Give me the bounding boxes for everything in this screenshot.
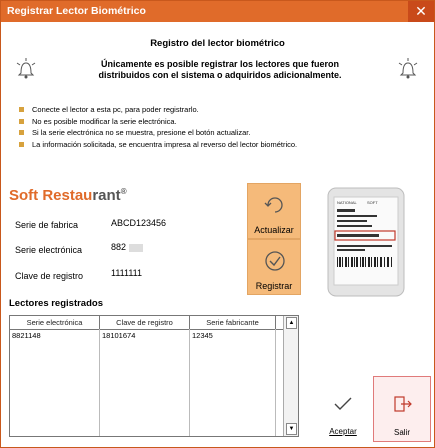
title-bar (1, 1, 434, 22)
aceptar-label: Aceptar (329, 427, 357, 436)
serie-electronica-value: 882 (111, 242, 143, 252)
column-divider (275, 329, 276, 436)
instruction-item: Si la serie electrónica no se muestra, presione el botón actualizar. (19, 127, 297, 139)
salir-label: Salir (393, 428, 410, 437)
notice-line-1: Únicamente es posible registrar los lectores que fueron (100, 59, 340, 69)
registered-readers-table (9, 315, 299, 437)
actualizar-button[interactable] (247, 183, 301, 239)
serie-electronica-label: Serie electrónica (15, 245, 83, 255)
page-heading: Registro del lector biométrico (150, 38, 285, 49)
checkmark-icon (333, 396, 353, 412)
actualizar-label: Actualizar (254, 225, 294, 235)
table-cell[interactable]: 12345 (192, 331, 213, 340)
instructions-list (19, 104, 297, 150)
registrar-button[interactable] (247, 239, 301, 295)
serie-fabrica-label: Serie de fabrica (15, 220, 79, 230)
refresh-icon (264, 194, 286, 216)
bell-icon-right (397, 57, 419, 81)
scroll-up-arrow-icon[interactable]: ▲ (286, 317, 297, 329)
instruction-item: La información solicitada, se encuentra impresa al reverso del lector biométrico. (19, 139, 297, 151)
column-divider (99, 329, 100, 436)
checkmark-circle-icon (264, 250, 286, 272)
table-cell[interactable]: 8821148 (12, 331, 41, 340)
soft-restaurant-logo: Soft Restaurant® (9, 187, 127, 204)
col-clave-registro[interactable]: Clave de registro (100, 316, 190, 329)
window-title: Registrar Lector Biométrico (7, 5, 146, 17)
notice-text (55, 59, 385, 81)
clave-registro-value[interactable]: 1111111 (111, 268, 143, 278)
biometric-reader-image (327, 187, 405, 297)
instruction-item: Conecte el lector a esta pc, para poder registrarlo. (19, 104, 297, 116)
lectores-registrados-title: Lectores registrados (9, 298, 103, 309)
device-brand-bottom: SOFT (367, 200, 378, 205)
column-divider (189, 329, 190, 436)
table-scrollbar[interactable] (283, 316, 298, 436)
instruction-item: No es posible modificar la serie electrónica. (19, 116, 297, 128)
scroll-down-arrow-icon[interactable]: ▼ (286, 423, 297, 435)
aceptar-button[interactable] (321, 378, 365, 440)
registrar-label: Registrar (255, 281, 293, 291)
notice-line-2: distribuidos con el sistema o adquiridos adicionalmente. (98, 70, 342, 80)
redacted-mark (129, 244, 143, 252)
serie-fabrica-value[interactable]: ABCD123456 (111, 218, 167, 228)
clave-registro-label: Clave de registro (15, 271, 84, 281)
col-serie-electronica[interactable]: Serie electrónica (10, 316, 100, 329)
col-serie-fabricante[interactable]: Serie fabricante (190, 316, 276, 329)
close-button[interactable]: ✕ (408, 1, 434, 22)
table-cell[interactable]: 18101674 (102, 331, 136, 340)
exit-door-icon (393, 395, 413, 413)
salir-button[interactable] (373, 376, 431, 442)
bell-icon-left (15, 57, 37, 81)
device-brand-top: NATIONAL (337, 200, 357, 205)
table-header (10, 316, 298, 330)
